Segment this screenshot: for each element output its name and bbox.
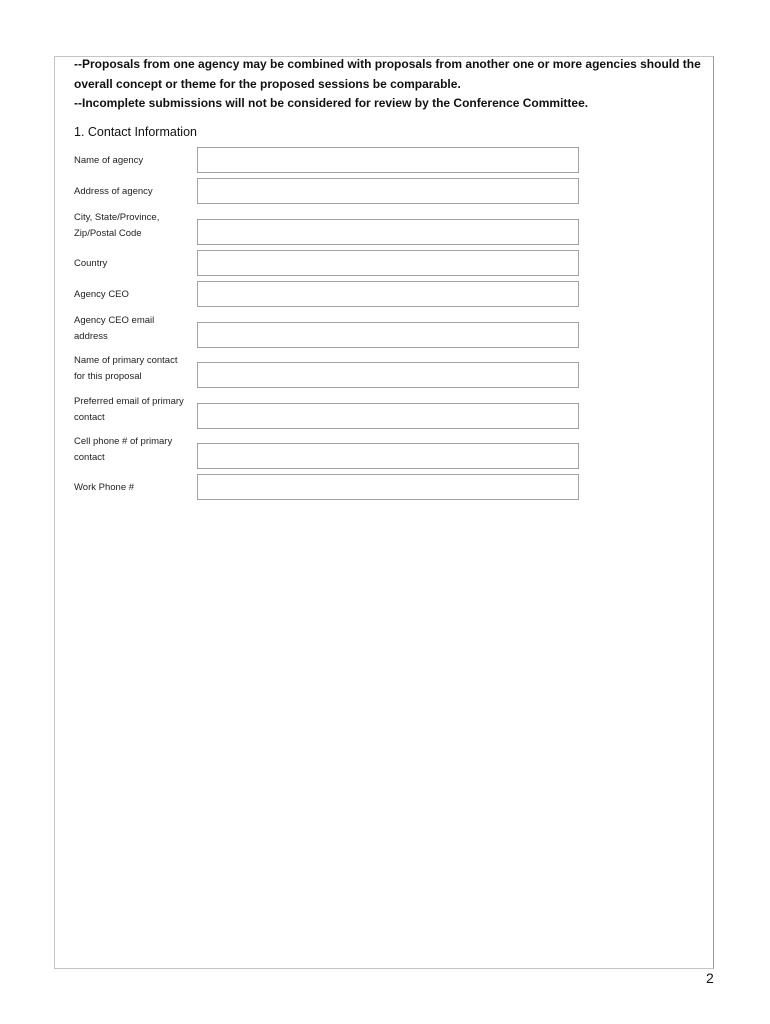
primary-contact-cell-label-line2: contact	[74, 451, 105, 463]
primary-contact-name-label-line1: Name of primary contact	[74, 355, 178, 366]
primary-contact-name-label-line2: for this proposal	[74, 370, 142, 382]
agency-address-label-text: Address of agency	[74, 186, 153, 197]
city-state-zip-input[interactable]	[197, 219, 579, 245]
agency-name-label-text: Name of agency	[74, 155, 144, 166]
agency-ceo-label-text: Agency CEO	[74, 289, 129, 300]
notice-combined-proposals: --Proposals from one agency may be combined with proposals from another one or more agencies should the overall concept or theme for the proposed sessions be comparable.	[74, 57, 701, 91]
agency-address-input[interactable]	[197, 178, 579, 204]
city-state-zip-label-line2: Zip/Postal Code	[74, 227, 142, 239]
section-title: 1. Contact Information	[74, 125, 197, 139]
agency-name-label	[74, 153, 198, 169]
agency-name-input[interactable]	[197, 147, 579, 173]
notice-incomplete-submissions: --Incomplete submissions will not be considered for review by the Conference Committee.	[74, 96, 589, 110]
agency-ceo-label	[74, 287, 198, 303]
primary-contact-cell-label-line1: Cell phone # of primary	[74, 436, 173, 447]
city-state-zip-label	[74, 210, 198, 241]
agency-ceo-email-input[interactable]	[197, 322, 579, 348]
primary-contact-email-label-line1: Preferred email of primary	[74, 396, 184, 407]
primary-contact-cell-label	[74, 434, 198, 465]
agency-ceo-email-label-line1: Agency CEO email	[74, 315, 155, 326]
country-label-text: Country	[74, 258, 108, 269]
work-phone-input[interactable]	[197, 474, 579, 500]
instructions-notice	[74, 55, 704, 114]
country-input[interactable]	[197, 250, 579, 276]
city-state-zip-label-line1: City, State/Province,	[74, 212, 160, 223]
page-number: 2	[706, 970, 714, 986]
work-phone-label-text: Work Phone #	[74, 482, 135, 493]
agency-ceo-email-label	[74, 313, 198, 344]
primary-contact-cell-input[interactable]	[197, 443, 579, 469]
country-label	[74, 256, 198, 272]
primary-contact-name-label	[74, 353, 198, 384]
work-phone-label	[74, 480, 198, 496]
agency-address-label	[74, 184, 198, 200]
agency-ceo-email-label-line2: address	[74, 330, 108, 342]
primary-contact-email-label	[74, 394, 198, 425]
primary-contact-name-input[interactable]	[197, 362, 579, 388]
primary-contact-email-label-line2: contact	[74, 411, 105, 423]
agency-ceo-input[interactable]	[197, 281, 579, 307]
primary-contact-email-input[interactable]	[197, 403, 579, 429]
